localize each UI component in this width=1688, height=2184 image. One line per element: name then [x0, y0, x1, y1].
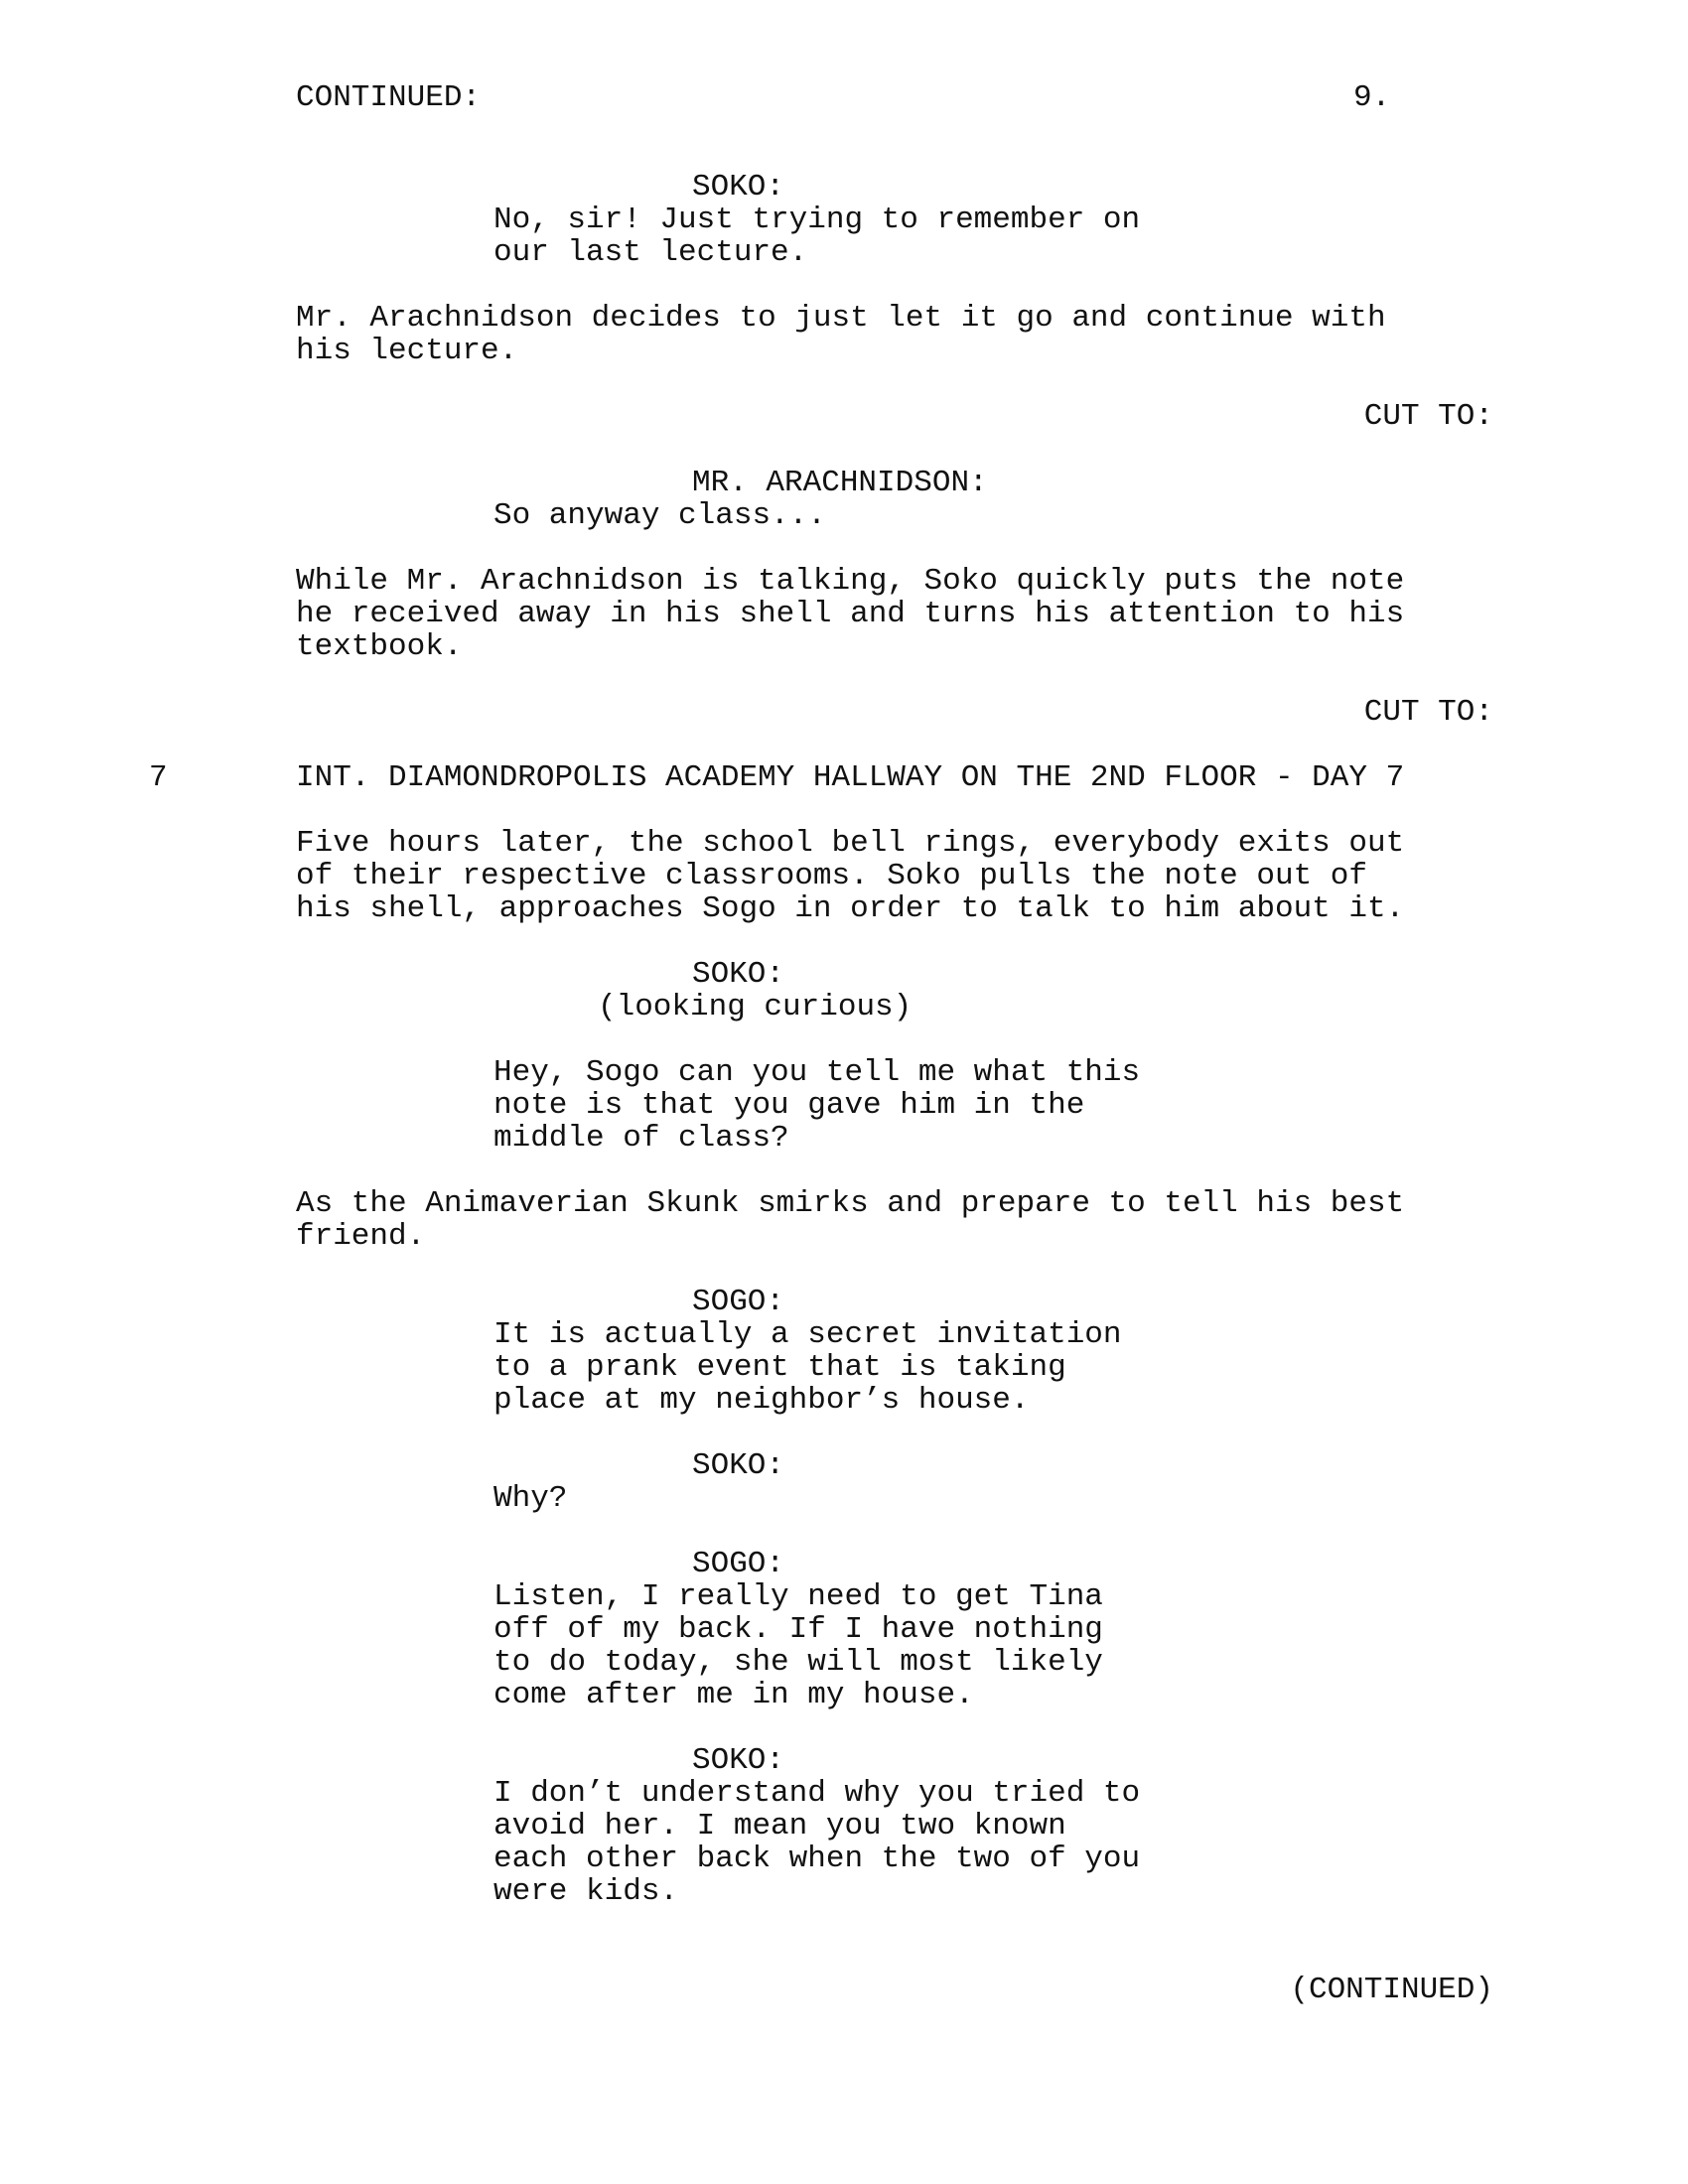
- dialogue: Why?: [493, 1481, 568, 1516]
- continued-header: CONTINUED:: [296, 80, 482, 115]
- action-line: While Mr. Arachnidson is talking, Soko quickly puts the note he received away in his shell and turns his attention to his textbook.: [296, 564, 1405, 664]
- action-line: As the Animaverian Skunk smirks and prepare to tell his best friend.: [296, 1186, 1405, 1254]
- scene-number: 7: [149, 760, 168, 795]
- character-cue: SOKO:: [692, 170, 785, 205]
- dialogue: Listen, I really need to get Tina off of my back. If I have nothing to do today, she will most likely come after me in my house.: [493, 1579, 1103, 1712]
- parenthetical: (looking curious): [598, 990, 913, 1024]
- dialogue: It is actually a secret invitation to a prank event that is taking place at my neighbor’s house.: [493, 1317, 1122, 1418]
- dialogue: Hey, Sogo can you tell me what this note is that you gave him in the middle of class?: [493, 1055, 1141, 1156]
- character-cue: MR. ARACHNIDSON:: [692, 466, 988, 500]
- transition: CUT TO:: [1363, 695, 1493, 730]
- character-cue: SOKO:: [692, 1743, 785, 1778]
- character-cue: SOKO:: [692, 1448, 785, 1483]
- dialogue: No, sir! Just trying to remember on our last lecture.: [493, 203, 1141, 270]
- character-cue: SOKO:: [692, 957, 785, 992]
- character-cue: SOGO:: [692, 1285, 785, 1319]
- action-line: Mr. Arachnidson decides to just let it go and continue with his lecture.: [296, 301, 1386, 368]
- action-line: Five hours later, the school bell rings, everybody exits out of their respective classrooms. Soko pulls the note out of his shell, approaches Sogo in order to talk to him about it.: [296, 826, 1405, 926]
- transition: CUT TO:: [1363, 399, 1493, 434]
- scene-heading: INT. DIAMONDROPOLIS ACADEMY HALLWAY ON THE 2ND FLOOR - DAY 7: [296, 760, 1405, 795]
- character-cue: SOGO:: [692, 1547, 785, 1581]
- page-number: 9.: [1353, 80, 1391, 115]
- dialogue: So anyway class...: [493, 498, 826, 533]
- continued-footer: (CONTINUED): [1290, 1973, 1493, 2007]
- dialogue: I don’t understand why you tried to avoid her. I mean you two known each other back when the two of you were kids.: [493, 1776, 1141, 1909]
